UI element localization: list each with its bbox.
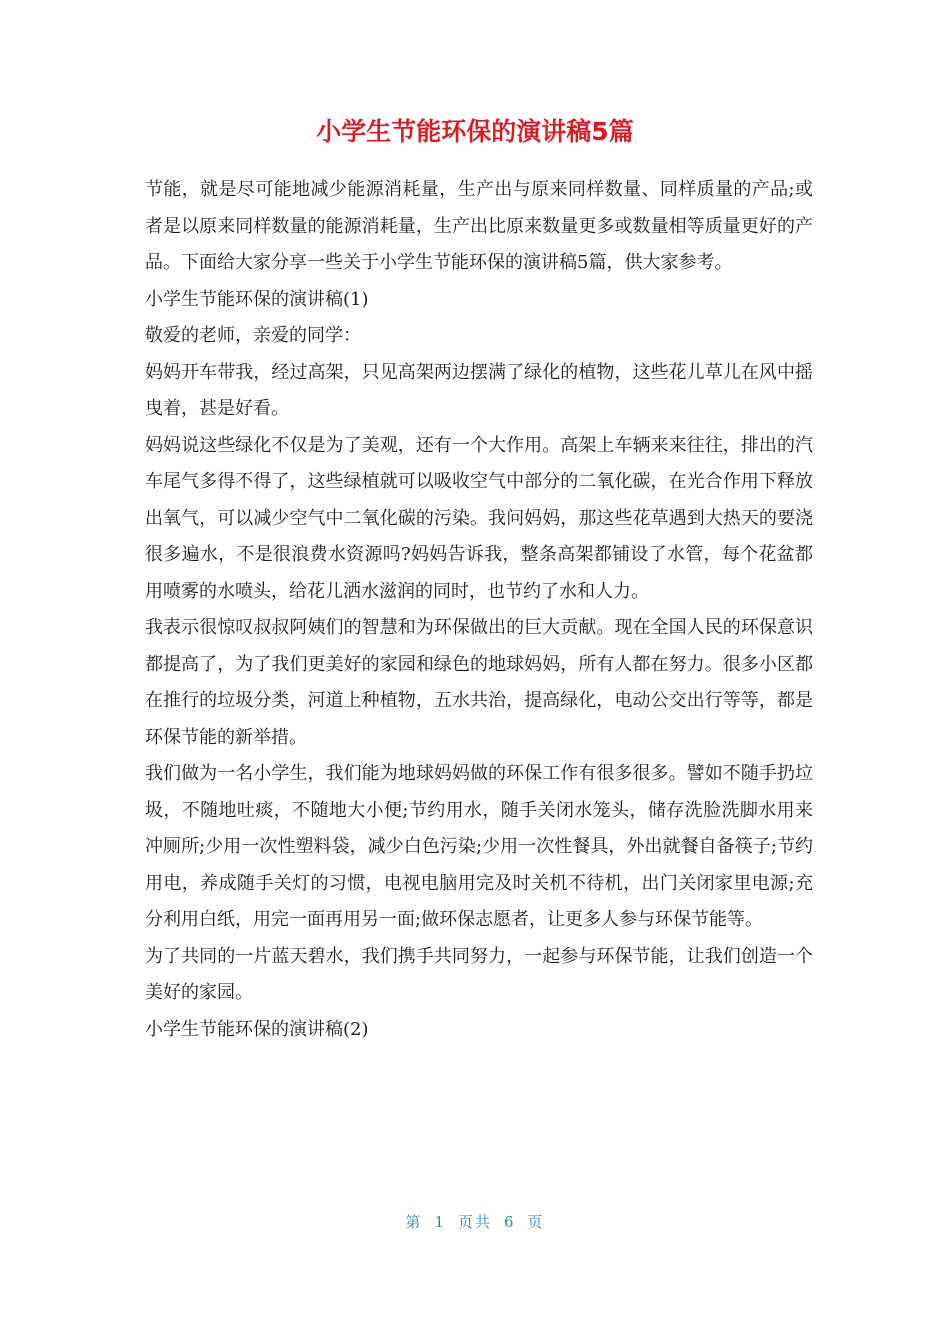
document-title: 小学生节能环保的演讲稿5篇 [316,117,634,146]
footer-label-of: 页共 [457,1213,492,1231]
salutation: 敬爱的老师，亲爱的同学： [145,325,361,346]
section-heading-2: 小学生节能环保的演讲稿(2) [145,1018,369,1040]
page-footer [0,1210,950,1234]
body-paragraph: 我们做为一名小学生，我们能为地球妈妈做的环保工作有很多很多。譬如不随手扔垃圾，不随地吐痰，不随地大小便;节约用水，随手关闭水笼头，储存洗脸洗脚水用来冲厕所;少用一次性塑料袋，减少白色污染;少用一次性餐具，外出就餐自备筷子;节约用电，养成随手关灯的习惯，电视电脑用完及时关机不待机，出门关闭家里电源;充分利用白纸，用完一面再用另一面;做环保志愿者，让更多人参与环保节能等。 [145,763,813,930]
footer-label-page: 第 [405,1213,423,1231]
body-paragraph: 我表示很惊叹叔叔阿姨们的智慧和为环保做出的巨大贡献。现在全国人民的环保意识都提高了，为了我们更美好的家园和绿色的地球妈妈，所有人都在努力。很多小区都在推行的垃圾分类，河道上种植物，五水共治，提高绿化，电动公交出行等等，都是环保节能的新举措。 [145,617,813,748]
intro-paragraph: 节能，就是尽可能地减少能源消耗量，生产出与原来同样数量、同样质量的产品;或者是以原来同样数量的能源消耗量，生产出比原来数量更多或数量相等质量更好的产品。下面给大家分享一些关于小学生节能环保的演讲稿5篇，供大家参考。 [145,179,813,273]
footer-current-page: 1 [434,1213,446,1231]
body-paragraph: 为了共同的一片蓝天碧水，我们携手共同努力，一起参与环保节能，让我们创造一个美好的家园。 [145,945,813,1003]
body-paragraph: 妈妈开车带我，经过高架，只见高架两边摆满了绿化的植物，这些花儿草儿在风中摇曳着，甚是好看。 [145,361,813,419]
footer-total-pages: 6 [504,1213,516,1231]
footer-label-suffix: 页 [527,1213,545,1231]
body-paragraph: 妈妈说这些绿化不仅是为了美观，还有一个大作用。高架上车辆来来往往，排出的汽车尾气多得不得了，这些绿植就可以吸收空气中部分的二氧化碳，在光合作用下释放出氧气，可以减少空气中二氧化碳的污染。我问妈妈，那这些花草遇到大热天的要浇很多遍水，不是很浪费水资源吗?妈妈告诉我，整条高架都铺设了水管，每个花盆都用喷雾的水喷头，给花儿洒水滋润的同时，也节约了水和人力。 [145,434,813,602]
section-heading-1: 小学生节能环保的演讲稿(1) [145,288,369,310]
document-body [145,172,813,1048]
